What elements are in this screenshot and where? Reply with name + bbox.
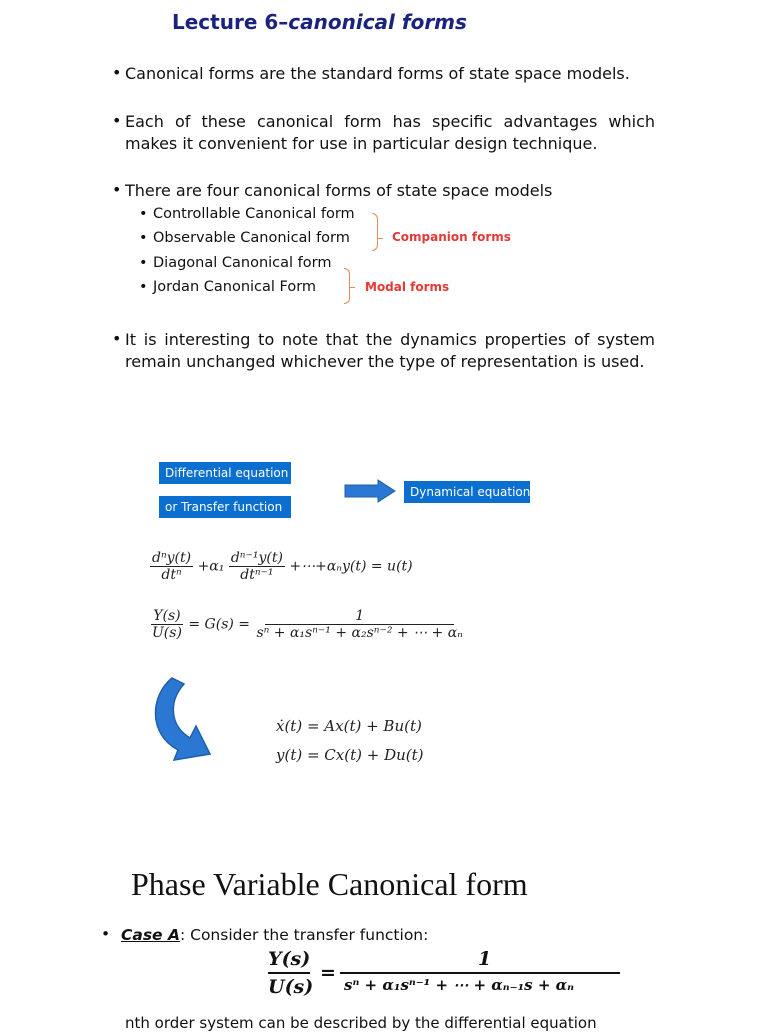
state-space-equations [276, 712, 424, 770]
tf-right-fraction-bar [340, 972, 620, 974]
tf-left-denominator: U(s) [268, 976, 314, 998]
sub-bullet-dot: • [139, 206, 148, 222]
equation-remainder: +⋯+αₙy(t) = u(t) [289, 558, 413, 575]
case-a-text: : Consider the transfer function: [179, 926, 429, 944]
differential-equation-box: Differential equation [159, 462, 291, 484]
dynamical-equation-box: Dynamical equation [404, 481, 530, 503]
companion-forms-label: Companion forms [392, 230, 511, 244]
bullet-2-line-1: Each of these canonical form has specific advantages which [125, 112, 655, 131]
form-label: Jordan Canonical Form [153, 279, 317, 295]
title-italic: canonical forms [288, 10, 467, 34]
sub-bullet-dot: • [139, 255, 148, 271]
tf-left-fraction-bar [268, 972, 310, 974]
tf-equals: = [320, 962, 336, 984]
differential-equation [150, 550, 413, 583]
form-item-diagonal [139, 255, 332, 271]
sub-bullet-dot: • [139, 230, 148, 246]
bullet-3-text: There are four canonical forms of state space models [125, 181, 553, 200]
bottom-partial-text: nth order system can be described by the differential equation [125, 1014, 597, 1032]
fraction-numerator: dⁿ⁻¹y(t) [230, 550, 283, 566]
derivative-n-fraction [150, 550, 193, 583]
page-title [172, 10, 467, 34]
fraction-denominator: dtⁿ [161, 567, 182, 583]
tf-left-numerator: Y(s) [268, 948, 311, 970]
gs-fraction [254, 608, 464, 641]
form-label: Diagonal Canonical form [153, 255, 332, 271]
form-label: Observable Canonical form [153, 230, 350, 246]
modal-forms-label: Modal forms [365, 280, 450, 294]
companion-bracket [372, 213, 378, 251]
companion-bracket-tick [377, 238, 383, 239]
modal-bracket [344, 268, 350, 304]
right-arrow-icon [344, 479, 396, 503]
fraction-numerator: dⁿy(t) [152, 550, 192, 566]
case-a-line [101, 925, 429, 944]
sub-bullet-dot: • [139, 279, 148, 295]
bullet-4-line-1: It is interesting to note that the dynamics properties of system [125, 330, 655, 349]
bullet-dot: • [112, 111, 122, 130]
transfer-function-display [268, 948, 623, 1004]
modal-bracket-tick [349, 287, 355, 288]
bullet-2-line-2: makes it convenient for use in particular design technique. [125, 134, 598, 153]
bullet-1-text: Canonical forms are the standard forms of state space models. [125, 64, 630, 83]
bullet-4 [112, 329, 655, 373]
title-prefix: Lecture 6– [172, 10, 289, 34]
fraction-numerator: 1 [265, 608, 454, 625]
fraction-denominator: dtⁿ⁻¹ [240, 567, 274, 583]
bullet-3 [112, 180, 553, 202]
tf-right-denominator: sⁿ + α₁sⁿ⁻¹ + ⋯ + αₙ₋₁s + αₙ [344, 976, 575, 994]
section-heading: Phase Variable Canonical form [131, 866, 528, 902]
form-item-observable [139, 230, 350, 246]
fraction-denominator: U(s) [152, 625, 182, 641]
bullet-dot: • [101, 925, 111, 943]
ys-over-us-fraction [150, 608, 184, 641]
bullet-dot: • [112, 180, 122, 199]
transfer-function-box: or Transfer function [159, 496, 291, 518]
equals-gs: = G(s) = [188, 616, 251, 633]
derivative-n-1-fraction [229, 550, 285, 583]
case-a-label: Case A [121, 926, 180, 944]
curved-arrow-icon [146, 676, 242, 764]
form-label: Controllable Canonical form [153, 206, 355, 222]
bullet-4-line-2: remain unchanged whichever the type of representation is used. [125, 352, 645, 371]
transfer-function-equation [150, 608, 465, 641]
bullet-1 [112, 63, 630, 85]
alpha-1-term: +α₁ [197, 558, 225, 575]
fraction-denominator: sⁿ + α₁sⁿ⁻¹ + α₂sⁿ⁻² + ⋯ + αₙ [256, 625, 463, 641]
form-item-jordan [139, 279, 317, 295]
bullet-dot: • [112, 329, 122, 348]
tf-right-numerator: 1 [478, 948, 492, 970]
bullet-2 [112, 111, 655, 155]
state-equation: ẋ(t) = Ax(t) + Bu(t) [276, 717, 422, 735]
form-item-controllable [139, 206, 355, 222]
fraction-numerator: Y(s) [153, 608, 181, 624]
bullet-dot: • [112, 63, 122, 82]
output-equation: y(t) = Cx(t) + Du(t) [276, 746, 424, 764]
